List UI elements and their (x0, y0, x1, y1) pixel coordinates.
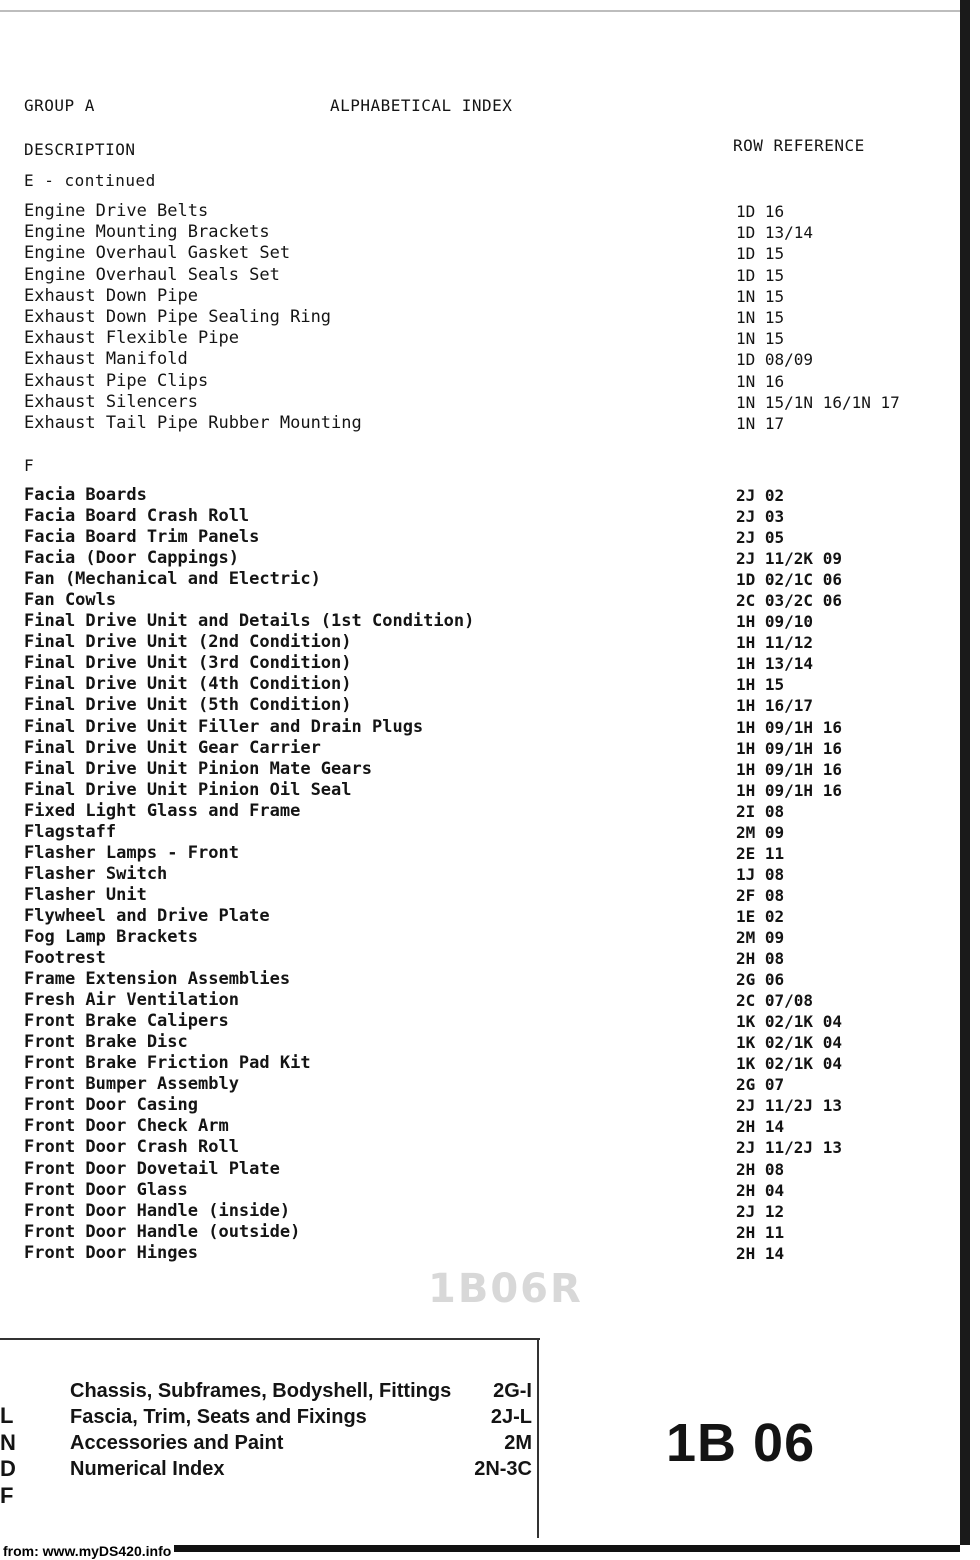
entry-description: Final Drive Unit Gear Carrier (24, 737, 321, 758)
section-heading-f: F (24, 456, 35, 475)
entry-description: Front Door Dovetail Plate (24, 1158, 280, 1179)
entry-description: Frame Extension Assemblies (24, 969, 291, 990)
entry-description: Final Drive Unit (5th Condition) (24, 695, 352, 716)
entry-description: Engine Mounting Brackets (24, 222, 270, 243)
entry-row-reference: 1N 17 (736, 413, 785, 433)
entry-description: Final Drive Unit (4th Condition) (24, 674, 352, 695)
index-row (24, 801, 944, 822)
index-row (24, 738, 944, 759)
entry-row-reference: 1D 13/14 (736, 223, 814, 243)
entry-row-reference: 2C 03/2C 06 (736, 591, 842, 611)
entry-row-reference: 2J 11/2J 13 (736, 1096, 842, 1116)
index-row (24, 286, 944, 307)
entry-row-reference: 1D 02/1C 06 (736, 570, 842, 590)
entry-row-reference: 2J 11/2J 13 (736, 1138, 842, 1158)
footer-group-row (70, 1378, 532, 1404)
index-row (24, 1116, 944, 1137)
fiche-number: 1B 06 (666, 1413, 816, 1473)
entry-description: Fresh Air Ventilation (24, 990, 239, 1011)
description-column-header: DESCRIPTION (24, 140, 136, 159)
index-row (24, 392, 944, 413)
index-row (24, 222, 944, 243)
index-row (24, 906, 944, 927)
index-row (24, 1095, 944, 1116)
entry-row-reference: 1H 09/1H 16 (736, 717, 842, 737)
entry-description: Front Door Casing (24, 1095, 198, 1116)
entry-row-reference: 1N 15 (736, 286, 785, 306)
index-row (24, 1201, 944, 1222)
index-row (24, 413, 944, 434)
entry-row-reference: 1D 15 (736, 244, 785, 264)
entry-row-reference: 2H 04 (736, 1180, 785, 1200)
entry-row-reference: 1N 15/1N 16/1N 17 (736, 392, 900, 412)
footer-group-range: 2M (504, 1432, 532, 1454)
stamp: 1B06R (428, 1266, 583, 1312)
entry-description: Footrest (24, 948, 106, 969)
side-letter: F (0, 1482, 14, 1508)
index-row (24, 822, 944, 843)
entry-row-reference: 2C 07/08 (736, 991, 814, 1011)
entry-description: Front Brake Disc (24, 1032, 188, 1053)
entry-row-reference: 1H 13/14 (736, 654, 814, 674)
entry-row-reference: 2M 09 (736, 822, 785, 842)
side-letter: N (0, 1429, 16, 1455)
index-list-f (24, 485, 944, 1264)
entry-description: Facia Boards (24, 485, 147, 505)
entry-description: Engine Overhaul Gasket Set (24, 243, 291, 264)
index-row (24, 485, 944, 506)
index-row (24, 590, 944, 611)
entry-row-reference: 1D 15 (736, 265, 785, 285)
entry-description: Exhaust Down Pipe (24, 285, 198, 306)
index-row (24, 864, 944, 885)
entry-description: Exhaust Flexible Pipe (24, 328, 239, 349)
entry-description: Facia Board Crash Roll (24, 506, 250, 527)
index-row (24, 969, 944, 990)
index-row (24, 843, 944, 864)
index-row (24, 674, 944, 695)
entry-row-reference: 1K 02/1K 04 (736, 1054, 842, 1074)
entry-row-reference: 1E 02 (736, 906, 785, 926)
entry-row-reference: 2M 09 (736, 927, 785, 947)
entry-row-reference: 1K 02/1K 04 (736, 1033, 842, 1053)
entry-description: Engine Overhaul Seals Set (24, 264, 280, 285)
index-row (24, 243, 944, 264)
entry-description: Exhaust Down Pipe Sealing Ring (24, 306, 332, 327)
entry-row-reference: 1H 09/1H 16 (736, 780, 842, 800)
entry-row-reference: 1D 16 (736, 202, 785, 221)
index-row (24, 717, 944, 738)
entry-row-reference: 1H 15 (736, 675, 785, 695)
entry-row-reference: 2J 02 (736, 486, 785, 505)
entry-description: Engine Drive Belts (24, 201, 209, 221)
entry-description: Front Door Handle (inside) (24, 1200, 291, 1221)
entry-description: Front Door Check Arm (24, 1116, 229, 1137)
entry-description: Final Drive Unit Pinion Mate Gears (24, 758, 372, 779)
group-label: GROUP A (24, 96, 95, 115)
entry-row-reference: 1J 08 (736, 864, 785, 884)
entry-description: Fog Lamp Brackets (24, 926, 198, 947)
entry-description: Front Door Glass (24, 1179, 188, 1200)
index-row (24, 695, 944, 716)
entry-row-reference: 1H 11/12 (736, 633, 814, 653)
index-row (24, 1159, 944, 1180)
footer-group-range: 2N-3C (474, 1458, 532, 1480)
entry-description: Exhaust Pipe Clips (24, 370, 209, 391)
footer-rule (0, 1338, 540, 1340)
page-edge-top (0, 10, 960, 12)
entry-row-reference: 2H 11 (736, 1222, 785, 1242)
entry-row-reference: 1H 09/1H 16 (736, 738, 842, 758)
entry-row-reference: 1H 16/17 (736, 696, 814, 716)
index-row (24, 527, 944, 548)
entry-row-reference: 2J 03 (736, 507, 785, 527)
entry-row-reference: 1N 15 (736, 307, 785, 327)
entry-description: Front Door Crash Roll (24, 1137, 239, 1158)
side-letter: L (0, 1403, 14, 1428)
entry-row-reference: 2J 12 (736, 1201, 785, 1221)
entry-description: Exhaust Silencers (24, 391, 198, 412)
index-row (24, 927, 944, 948)
entry-row-reference: 2J 05 (736, 528, 785, 548)
index-row (24, 759, 944, 780)
entry-description: Front Bumper Assembly (24, 1074, 239, 1095)
entry-description: Exhaust Tail Pipe Rubber Mounting (24, 412, 362, 433)
entry-description: Final Drive Unit Filler and Drain Plugs (24, 716, 424, 737)
section-heading-e: E - continued (24, 171, 156, 190)
entry-description: Front Brake Calipers (24, 1011, 229, 1032)
index-row (24, 1032, 944, 1053)
entry-row-reference: 2G 06 (736, 970, 785, 990)
index-row (24, 307, 944, 328)
page-edge-right (960, 0, 970, 1545)
entry-description: Front Door Handle (outside) (24, 1221, 301, 1242)
index-row (24, 632, 944, 653)
index-row (24, 1222, 944, 1243)
index-row (24, 885, 944, 906)
index-row (24, 506, 944, 527)
footer-group-label: Chassis, Subframes, Bodyshell, Fittings (70, 1380, 452, 1402)
entry-description: Flasher Lamps - Front (24, 842, 239, 863)
entry-description: Final Drive Unit (2nd Condition) (24, 632, 352, 653)
entry-row-reference: 2G 07 (736, 1075, 785, 1095)
index-row (24, 990, 944, 1011)
footer-group-range: 2J-L (490, 1406, 532, 1428)
entry-description: Final Drive Unit Pinion Oil Seal (24, 779, 352, 800)
footer-group-row (70, 1430, 532, 1456)
index-row (24, 1053, 944, 1074)
index-list-e (24, 201, 944, 434)
index-row (24, 371, 944, 392)
entry-description: Exhaust Manifold (24, 349, 188, 370)
entry-row-reference: 2H 08 (736, 1159, 785, 1179)
footer-group-label: Accessories and Paint (70, 1432, 284, 1454)
footer-group-range: 2G-I (493, 1380, 532, 1402)
source-credit: from: www.myDS420.info (0, 1542, 174, 1560)
entry-row-reference: 2H 14 (736, 1243, 785, 1263)
index-row (24, 1180, 944, 1201)
entry-description: Facia Board Trim Panels (24, 527, 260, 548)
entry-row-reference: 1H 09/10 (736, 612, 814, 632)
index-row (24, 548, 944, 569)
index-row (24, 611, 944, 632)
entry-row-reference: 2J 11/2K 09 (736, 549, 842, 569)
entry-row-reference: 1K 02/1K 04 (736, 1012, 842, 1032)
entry-row-reference: 1D 08/09 (736, 350, 814, 370)
footer-group-label: Numerical Index (70, 1458, 225, 1480)
entry-row-reference: 2I 08 (736, 801, 785, 821)
index-row (24, 201, 944, 222)
index-row (24, 948, 944, 969)
index-row (24, 1011, 944, 1032)
index-row (24, 1137, 944, 1158)
footer-group-list (70, 1378, 532, 1482)
entry-description: Front Brake Friction Pad Kit (24, 1053, 311, 1074)
entry-row-reference: 1H 09/1H 16 (736, 759, 842, 779)
page-title: ALPHABETICAL INDEX (330, 96, 513, 115)
index-row (24, 328, 944, 349)
entry-row-reference: 2H 14 (736, 1117, 785, 1137)
footer-divider (537, 1338, 539, 1538)
entry-description: Fan Cowls (24, 590, 117, 611)
entry-description: Flasher Switch (24, 863, 168, 884)
footer-group-row (70, 1404, 532, 1430)
footer-group-label: Fascia, Trim, Seats and Fixings (70, 1406, 367, 1428)
entry-row-reference: 2E 11 (736, 843, 785, 863)
index-row (24, 349, 944, 370)
entry-description: Final Drive Unit (3rd Condition) (24, 653, 352, 674)
index-row (24, 569, 944, 590)
entry-description: Final Drive Unit and Details (1st Condition) (24, 611, 475, 632)
entry-row-reference: 2F 08 (736, 885, 785, 905)
entry-description: Facia (Door Cappings) (24, 548, 239, 569)
footer-group-row (70, 1456, 532, 1482)
entry-description: Flagstaff (24, 821, 117, 842)
entry-description: Fan (Mechanical and Electric) (24, 569, 321, 590)
index-row (24, 780, 944, 801)
entry-description: Flywheel and Drive Plate (24, 905, 270, 926)
entry-row-reference: 1N 15 (736, 329, 785, 349)
entry-description: Flasher Unit (24, 884, 147, 905)
side-letter: D (0, 1456, 16, 1481)
entry-row-reference: 2H 08 (736, 949, 785, 969)
entry-description: Fixed Light Glass and Frame (24, 800, 301, 821)
entry-description: Front Door Hinges (24, 1242, 198, 1263)
index-row (24, 653, 944, 674)
index-row (24, 1243, 944, 1264)
index-row (24, 1074, 944, 1095)
entry-row-reference: 1N 16 (736, 371, 785, 391)
side-letters (0, 1403, 20, 1509)
row-reference-column-header: ROW REFERENCE (733, 136, 865, 155)
index-row (24, 265, 944, 286)
